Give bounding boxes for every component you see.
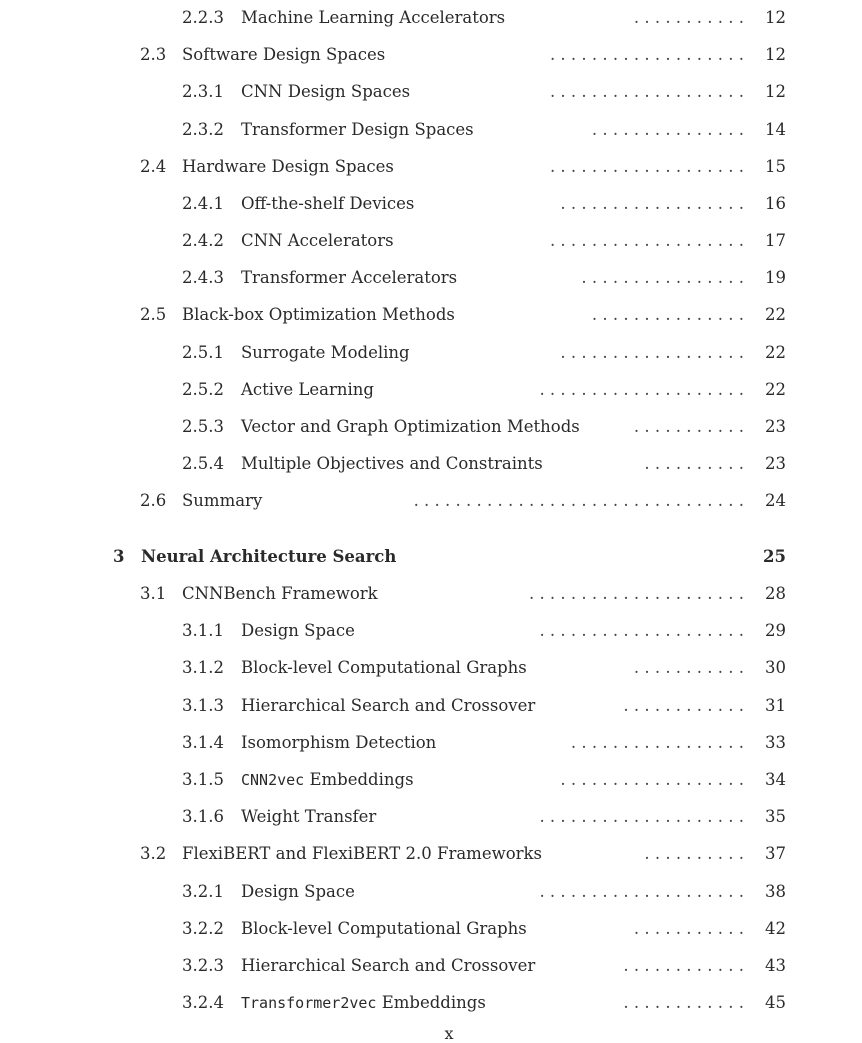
toc-entry-title: Hierarchical Search and Crossover [241, 956, 536, 975]
toc-entry-number: 3.1.3 [182, 696, 224, 715]
dot-leader: . . . . . . . . . . . . [623, 993, 744, 1012]
toc-entry-number: 3 [113, 547, 125, 566]
toc-entry-page: 16 [765, 194, 786, 213]
toc-entry-page: 45 [765, 993, 786, 1012]
toc-entry-number: 3.2 [140, 844, 167, 863]
toc-entry-title: CNN2vec Embeddings [241, 770, 414, 789]
toc-entry-title: Summary [182, 491, 263, 510]
toc-entry-page: 38 [765, 882, 786, 901]
toc-entry[interactable] [0, 229, 862, 253]
dot-leader: . . . . . . . . . . . . . . . . . . [560, 194, 744, 213]
dot-leader: . . . . . . . . . . . . . . . . . . . . [539, 882, 744, 901]
toc-entry-title: Active Learning [241, 380, 374, 399]
toc-entry-number: 2.4.3 [182, 268, 224, 287]
toc-entry-number: 3.1.4 [182, 733, 224, 752]
toc-entry[interactable] [0, 582, 862, 606]
toc-entry-number: 2.5.3 [182, 417, 224, 436]
dot-leader: . . . . . . . . . . . [633, 919, 744, 938]
toc-entry-number: 2.3 [140, 45, 167, 64]
toc-entry-number: 3.2.1 [182, 882, 224, 901]
dot-leader: . . . . . . . . . . . [633, 8, 744, 27]
toc-entry-page: 34 [765, 770, 786, 789]
dot-leader: . . . . . . . . . . . [633, 417, 744, 436]
toc-entry-page: 24 [765, 491, 786, 510]
toc-entry-page: 19 [765, 268, 786, 287]
toc-entry-page: 30 [765, 658, 786, 677]
toc-entry[interactable] [0, 155, 862, 179]
toc-entry-number: 3.1.1 [182, 621, 224, 640]
toc-entry-title: CNNBench Framework [182, 584, 378, 603]
toc-entry-number: 2.4.2 [182, 231, 224, 250]
toc-entry[interactable] [0, 917, 862, 941]
toc-entry-number: 2.5.4 [182, 454, 224, 473]
dot-leader: . . . . . . . . . . [644, 454, 744, 473]
dot-leader: . . . . . . . . . . . . . . . . . . . . [539, 380, 744, 399]
toc-entry[interactable] [0, 731, 862, 755]
toc-entry-page: 42 [765, 919, 786, 938]
toc-entry-page: 23 [765, 454, 786, 473]
toc-entry-title: Transformer Accelerators [241, 268, 458, 287]
toc-entry[interactable] [0, 415, 862, 439]
toc-entry[interactable] [0, 694, 862, 718]
toc-entry[interactable] [0, 43, 862, 67]
toc-entry-page: 33 [765, 733, 786, 752]
toc-entry[interactable] [0, 6, 862, 30]
toc-entry-title: Transformer2vec Embeddings [241, 993, 486, 1012]
toc-entry-title: Design Space [241, 882, 355, 901]
toc-entry-page: 43 [765, 956, 786, 975]
dot-leader: . . . . . . . . . . . . . . . . . . [560, 770, 744, 789]
toc-entry-title: CNN Accelerators [241, 231, 394, 250]
toc-entry-number: 2.3.2 [182, 120, 224, 139]
toc-entry[interactable] [0, 768, 862, 792]
toc-entry[interactable] [0, 303, 862, 327]
toc-entry-title: Neural Architecture Search [141, 547, 397, 566]
dot-leader: . . . . . . . . . . . . . . . . . . . . . . . . . . . . . . . . [413, 491, 744, 510]
toc-entry[interactable] [0, 954, 862, 978]
toc-entry-title: Machine Learning Accelerators [241, 8, 506, 27]
dot-leader: . . . . . . . . . . . [633, 658, 744, 677]
toc-entry-title: Block-level Computational Graphs [241, 919, 527, 938]
dot-leader: . . . . . . . . . . . . . . . . . . . [549, 82, 744, 101]
toc-entry-number: 3.2.4 [182, 993, 224, 1012]
toc-entry-number: 2.4 [140, 157, 167, 176]
toc-entry-page: 12 [765, 45, 786, 64]
toc-entry-title: Off-the-shelf Devices [241, 194, 415, 213]
dot-leader: . . . . . . . . . . . . [623, 696, 744, 715]
dot-leader: . . . . . . . . . . . . . . . . [581, 268, 744, 287]
toc-entry-number: 3.1.5 [182, 770, 224, 789]
toc-entry-page: 17 [765, 231, 786, 250]
toc-entry-number: 2.5.1 [182, 343, 224, 362]
toc-entry-number: 2.3.1 [182, 82, 224, 101]
dot-leader: . . . . . . . . . . . . . . . . . . . . [539, 621, 744, 640]
toc-entry-page: 22 [765, 305, 786, 324]
toc-entry[interactable] [0, 452, 862, 476]
toc-entry-title: Vector and Graph Optimization Methods [241, 417, 580, 436]
toc-entry-page: 15 [765, 157, 786, 176]
toc-entry-title: Surrogate Modeling [241, 343, 410, 362]
toc-entry-title: CNN Design Spaces [241, 82, 411, 101]
toc-entry[interactable] [0, 991, 862, 1015]
toc-chapter-entry[interactable] [0, 545, 862, 569]
toc-entry[interactable] [0, 880, 862, 904]
code-text: CNN2vec [241, 771, 305, 789]
dot-leader: . . . . . . . . . . . . . . . . . . . [549, 157, 744, 176]
toc-entry-number: 2.5.2 [182, 380, 224, 399]
toc-entry-title: Black-box Optimization Methods [182, 305, 455, 324]
toc-entry[interactable] [0, 80, 862, 104]
page-number: x [444, 1024, 454, 1043]
toc-entry-number: 3.1.2 [182, 658, 224, 677]
toc-entry[interactable] [0, 805, 862, 829]
toc-entry[interactable] [0, 341, 862, 365]
toc-entry-page: 14 [765, 120, 786, 139]
toc-entry-number: 3.1 [140, 584, 167, 603]
toc-entry-page: 28 [765, 584, 786, 603]
code-text: Transformer2vec [241, 994, 377, 1012]
toc-entry-title: Design Space [241, 621, 355, 640]
dot-leader: . . . . . . . . . . . . . . . . . . . . [539, 807, 744, 826]
toc-entry-page: 22 [765, 343, 786, 362]
toc-entry-number: 2.5 [140, 305, 167, 324]
toc-entry-title: Transformer Design Spaces [241, 120, 474, 139]
toc-entry[interactable] [0, 378, 862, 402]
toc-entry-number: 3.1.6 [182, 807, 224, 826]
dot-leader: . . . . . . . . . . . . . . . [591, 305, 744, 324]
dot-leader: . . . . . . . . . . [644, 844, 744, 863]
toc-entry-title: Hierarchical Search and Crossover [241, 696, 536, 715]
toc-entry-page: 31 [765, 696, 786, 715]
dot-leader: . . . . . . . . . . . . . . . . . [570, 733, 744, 752]
toc-entry-page: 37 [765, 844, 786, 863]
dot-leader: . . . . . . . . . . . . . . . . . . [560, 343, 744, 362]
toc-entry[interactable] [0, 619, 862, 643]
toc-entry-page: 29 [765, 621, 786, 640]
toc-entry-page: 22 [765, 380, 786, 399]
toc-entry-title: FlexiBERT and FlexiBERT 2.0 Frameworks [182, 844, 543, 863]
toc-entry-page: 23 [765, 417, 786, 436]
toc-entry-page: 35 [765, 807, 786, 826]
toc-entry[interactable] [0, 656, 862, 680]
toc-entry-page: 12 [765, 82, 786, 101]
dot-leader: . . . . . . . . . . . . . . . . . . . . . [528, 584, 744, 603]
toc-entry-number: 2.2.3 [182, 8, 224, 27]
toc-entry-number: 2.6 [140, 491, 167, 510]
toc-entry[interactable] [0, 118, 862, 142]
toc-entry[interactable] [0, 489, 862, 513]
toc-entry[interactable] [0, 192, 862, 216]
toc-entry-title: Hardware Design Spaces [182, 157, 394, 176]
toc-entry[interactable] [0, 266, 862, 290]
toc-entry-title: Software Design Spaces [182, 45, 386, 64]
toc-entry[interactable] [0, 842, 862, 866]
toc-entry-number: 3.2.3 [182, 956, 224, 975]
dot-leader: . . . . . . . . . . . . [623, 956, 744, 975]
toc-entry-number: 2.4.1 [182, 194, 224, 213]
dot-leader: . . . . . . . . . . . . . . . [591, 120, 744, 139]
toc-entry-title: Weight Transfer [241, 807, 377, 826]
toc-entry-title: Multiple Objectives and Constraints [241, 454, 543, 473]
toc-entry-number: 3.2.2 [182, 919, 224, 938]
toc-entry-title: Block-level Computational Graphs [241, 658, 527, 677]
toc-entry-page: 25 [763, 547, 786, 566]
dot-leader: . . . . . . . . . . . . . . . . . . . [549, 45, 744, 64]
toc-entry-page: 12 [765, 8, 786, 27]
toc-entry-title: Isomorphism Detection [241, 733, 437, 752]
dot-leader: . . . . . . . . . . . . . . . . . . . [549, 231, 744, 250]
